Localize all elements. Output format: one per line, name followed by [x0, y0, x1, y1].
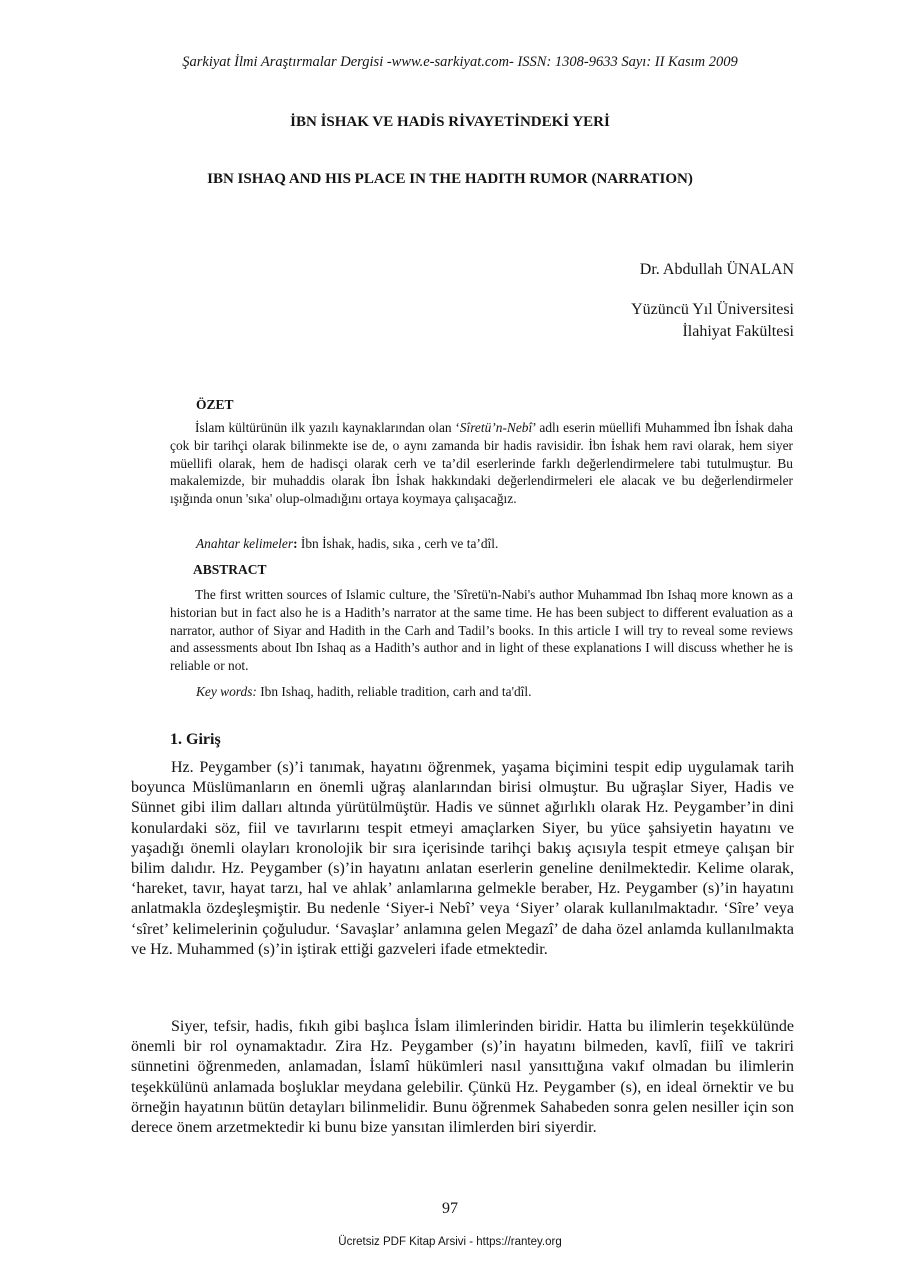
body-paragraph: Hz. Peygamber (s)’i tanımak, hayatını öğrenmek, yaşama biçimini tespit edip uygulamak tarih boyunca Müslümanların en önemli uğraş alanlarından birisi olmuştur. Bu uğraşlar Siyer, Hadis ve Sünnet gibi ilim dalları altında yürütülmüştür. Hadis ve sünnet ağırlıklı olarak Hz. Peygamber’in dini konulardaki söz, fiil ve tavırlarını tespit etmeyi amaçlarken Siyer, bu yüce şahsiyetin hayatını ve yaşadığı önemli olayları kronolojik bir sıra içerisinde tarihçi bakış açısıyla tespit etmeye çalışan bir bilim dalıdır. Hz. Peygamber (s)’in hayatını anlatan eserlerin geneline denilmektedir. Kelime olarak, ‘hareket, tavır, hayat tarzı, hal ve ahlak’ anlamlarına gelmekle beraber, Hz. Peygamber (s)’in hayatını anlatmakla özdeşleşmiştir. Bu nedenle ‘Siyer-i Nebî’ veya ‘Siyer’ olarak kullanılmaktadır. ‘Sîre’ veya ‘sîret’ kelimelerinin çoğuludur. ‘Savaşlar’ anlamına gelen Megazî’ de daha özel anlamda kullanılmakta ve Hz. Muhammed (s)’in iştirak ettiği gazveleri ifade etmektedir. [131, 759, 794, 958]
title-english: IBN ISHAQ AND HIS PLACE IN THE HADITH RUMOR (NARRATION) [207, 171, 693, 187]
abstract-keywords-list: Ibn Ishaq, hadith, reliable tradition, carh and ta'dîl. [256, 684, 532, 699]
ozet-keywords-list: İbn İshak, hadis, sıka , cerh ve ta’dîl. [297, 536, 499, 551]
ozet-keywords-label: Anahtar kelimeler [196, 536, 294, 551]
ozet-text [170, 419, 793, 508]
section-heading: 1. Giriş [170, 731, 221, 748]
author-name: Dr. Abdullah ÜNALAN [639, 261, 794, 278]
ozet-text-start: İslam kültürünün ilk yazılı kaynaklarından olan ‘ [195, 420, 460, 435]
running-header: Şarkiyat İlmi Araştırmalar Dergisi -www.e-sarkiyat.com- ISSN: 1308-9633 Sayı: II Kasım 2009 [182, 54, 738, 70]
abstract-heading: ABSTRACT [193, 562, 267, 577]
author-affiliation [631, 299, 794, 343]
page-number: 97 [442, 1200, 458, 1217]
affiliation-faculty: İlahiyat Fakültesi [682, 323, 794, 340]
ozet-book-title: Sîretü’n-Nebî [459, 420, 533, 435]
ozet-text-rest: ’ adlı eserin müellifi Muhammed İbn İshak daha çok bir tarihçi olarak bilinmekte ise de, o aynı zamanda bir hadis ravisidir. İbn İshak hem ravi olarak, hem siyer müellifi olarak, hem de hadisçi olarak cerh ve ta’dil eserlerinde farklı değerlendirmelere tabi tutulmuştur. Bu makalemizde, bir muhaddis olarak İbn İshak hakkındaki değerlendirmeleri ele alacak ve bu değerlendirmeler ışığında onun 'sıka' olup-olmadığını ortaya koymaya çalışacağız. [170, 420, 793, 507]
abstract-text: The first written sources of Islamic culture, the 'Sîretü'n-Nabi's author Muhammad Ibn Ishaq more known as a historian but in fact also he is a Hadith’s narrator at the same time. He has been subject to different evaluation as a narrator, author of Siyar and Hadith in the Carh and Tadil’s books. In this article I will try to reveal some reviews and assessments about Ibn Ishaq as a Hadith’s author and in light of these explanations I will discuss whether he is reliable or not. [170, 587, 793, 674]
abstract-keywords-label: Key words: [196, 684, 257, 699]
body-paragraph: Siyer, tefsir, hadis, fıkıh gibi başlıca İslam ilimlerinden biridir. Hatta bu ilimlerin teşekkülünde önemli bir rol oynamaktadır. Zira Hz. Peygamber (s)’in hayatını bilmeden, kavlî, fiilî ve takriri sünnetini öğrenmeden, anlamadan, İslamî hükümleri nasıl yansıttığına vakıf olmadan bu ilimlerin teşekkülünü anlamada boşluklar meydana gelebilir. Çünkü Hz. Peygamber (s), en ideal örnektir ve bu örneğin hayatının bütün detayları bilinmelidir. Bunu öğrenmek Sahabeden sonra gelen nesiller için son derece önem arzetmektedir ki bunu bize yansıtan ilimlerden biri siyerdir. [131, 1018, 794, 1137]
ozet-keywords-colon: : [293, 536, 298, 551]
ozet-keywords [196, 536, 498, 552]
affiliation-university: Yüzüncü Yıl Üniversitesi [631, 301, 794, 318]
abstract-keywords [196, 684, 531, 700]
footer-text: Ücretsiz PDF Kitap Arsivi - https://rantey.org [338, 1236, 562, 1248]
ozet-heading: ÖZET [196, 397, 234, 412]
title-turkish: İBN İSHAK VE HADİS RİVAYETİNDEKİ YERİ [290, 114, 610, 130]
